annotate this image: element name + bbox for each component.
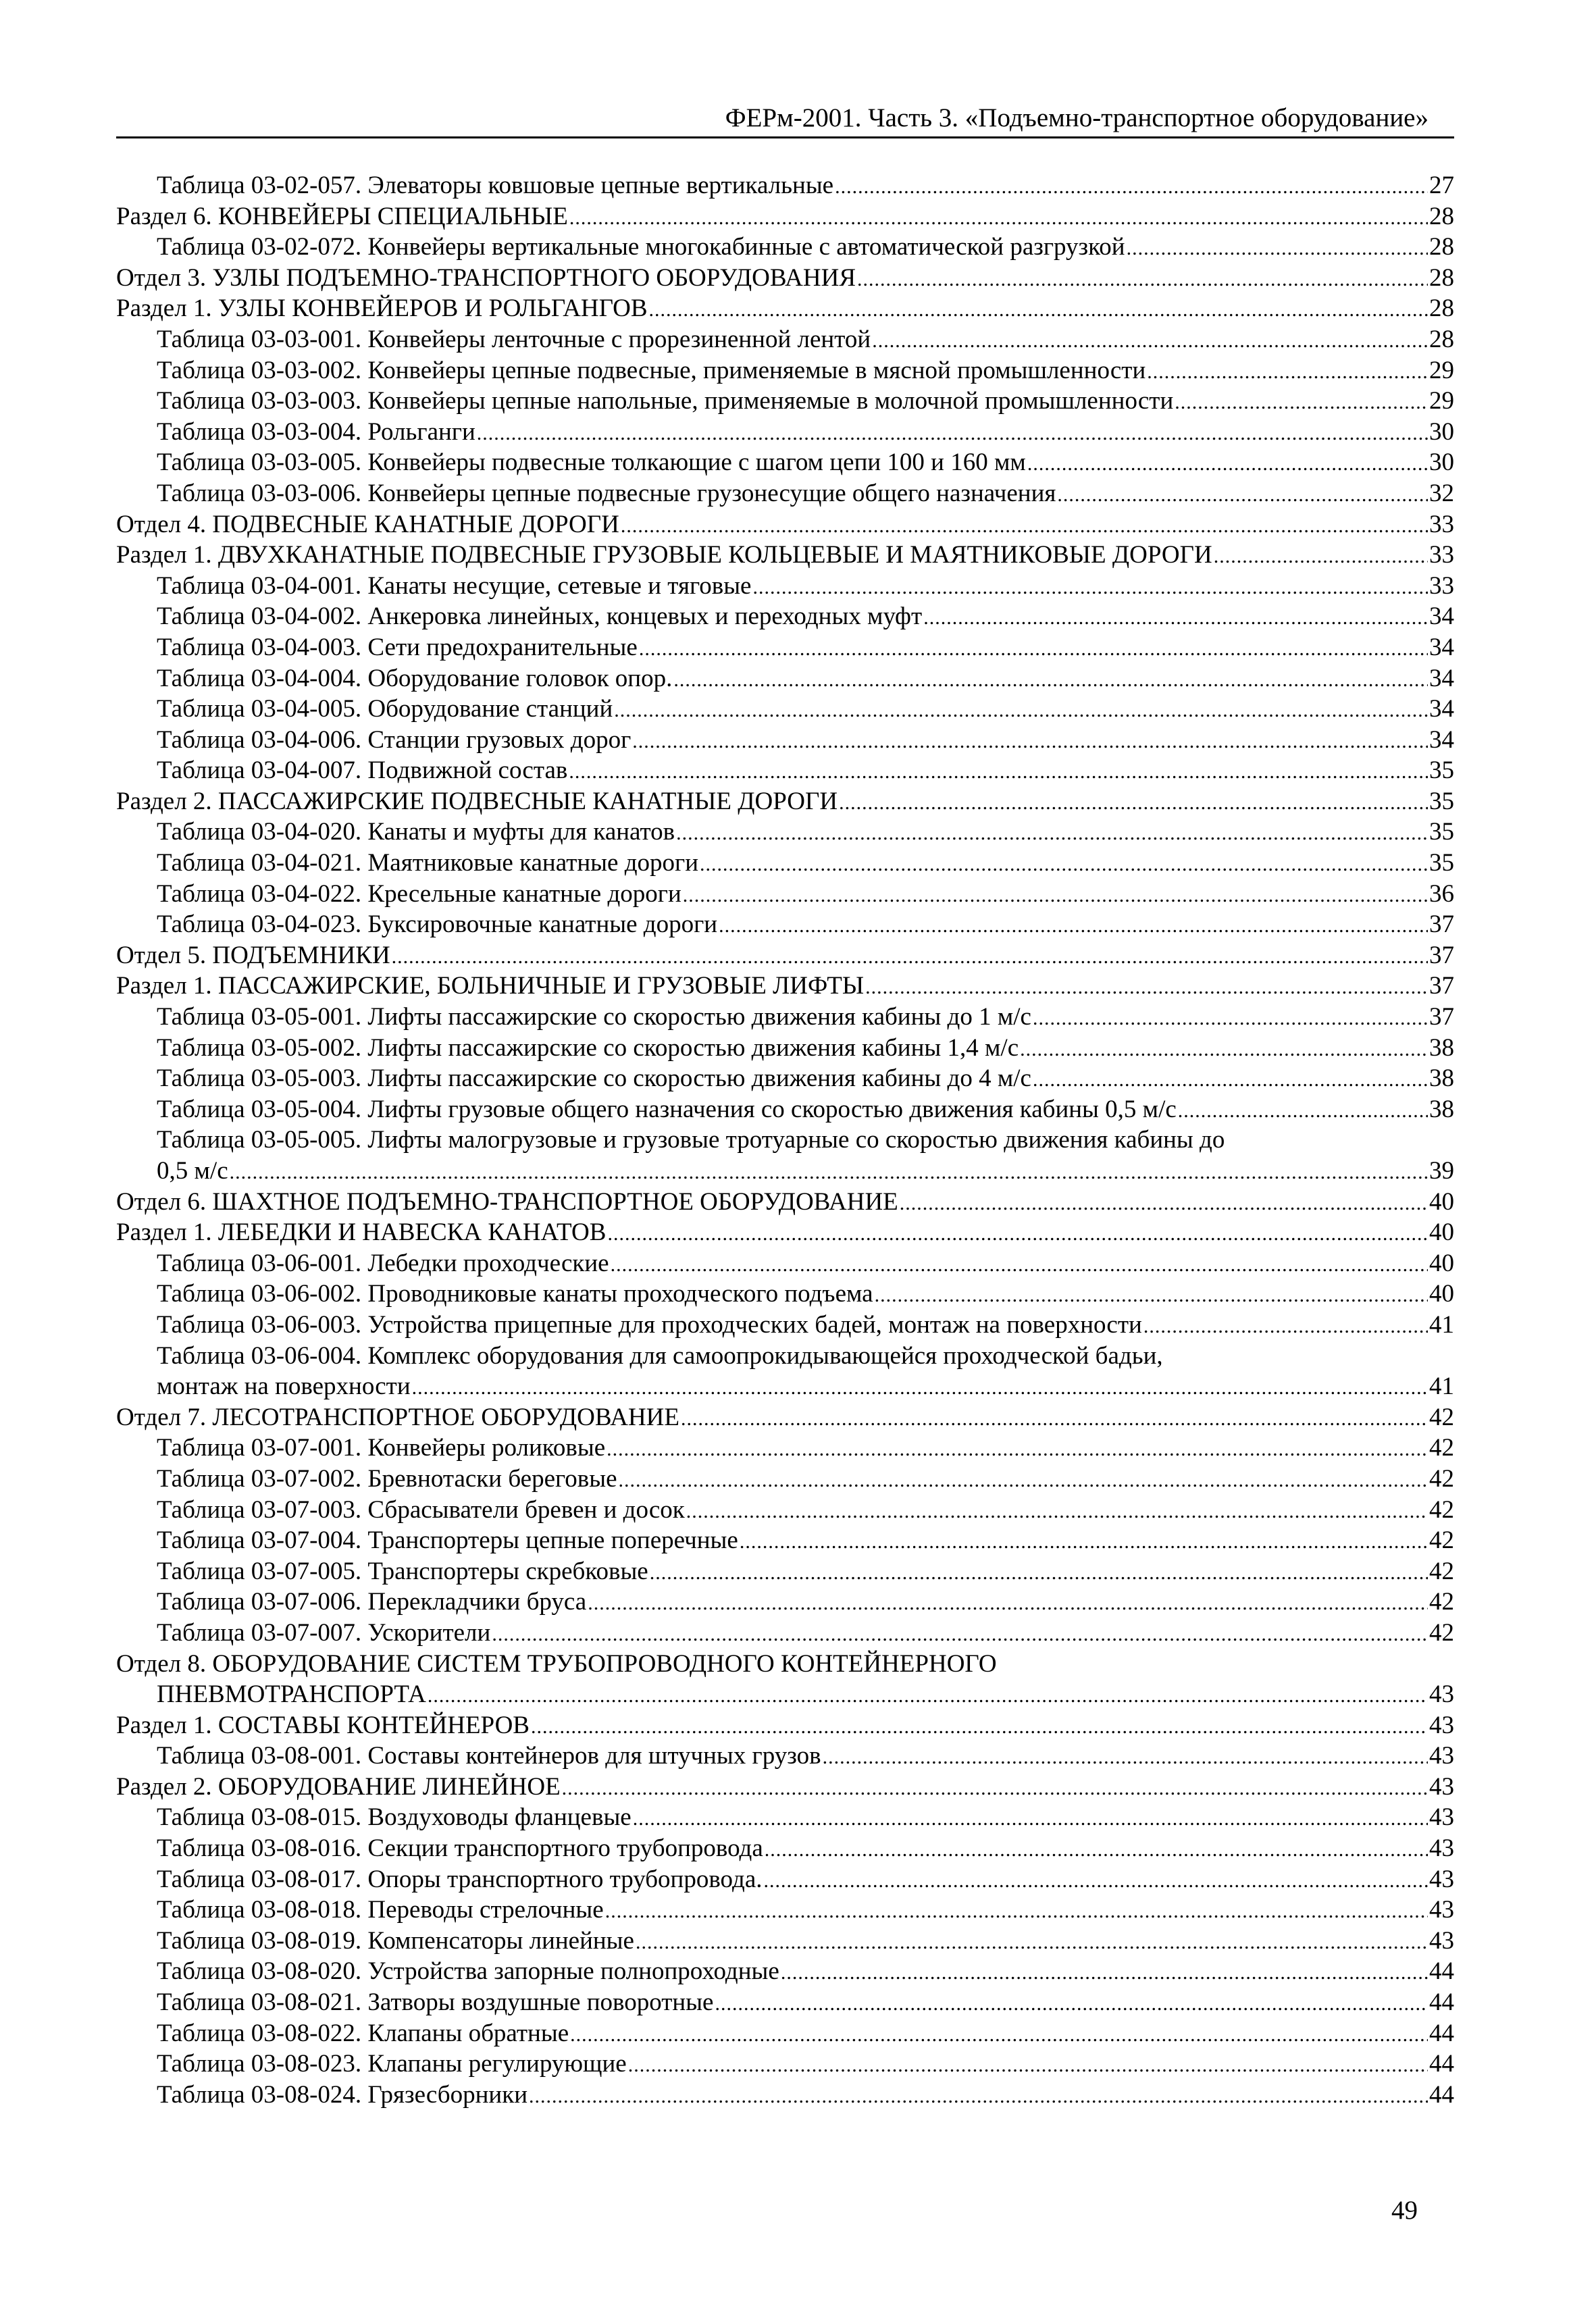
- leader-dots: [764, 1866, 1428, 1897]
- toc-page-number: 29: [1429, 387, 1454, 415]
- toc-page-number: 36: [1429, 879, 1454, 908]
- leader-dots: [781, 1957, 1428, 1988]
- toc-entry-label: Таблица 03-06-003. Устройства прицепные для проходческих бадей, монтаж на поверхности: [157, 1310, 1142, 1339]
- toc-entry[interactable]: [116, 324, 1454, 355]
- leader-dots: [676, 818, 1428, 849]
- toc-entry[interactable]: [116, 1433, 1454, 1464]
- toc-entry-label: Таблица 03-07-007. Ускорители: [157, 1618, 491, 1647]
- toc-page-number: 37: [1429, 1003, 1454, 1031]
- leader-dots: [740, 1526, 1428, 1558]
- leader-dots: [683, 880, 1428, 911]
- leader-dots: [569, 756, 1428, 788]
- toc-entry-label: Раздел 1. ПАССАЖИРСКИЕ, БОЛЬНИЧНЫЕ И ГРУЗОВЫЕ ЛИФТЫ: [116, 972, 865, 1000]
- leader-dots: [412, 1372, 1428, 1404]
- toc-entry-label: Таблица 03-07-001. Конвейеры роликовые: [157, 1434, 606, 1462]
- toc-page-number: 42: [1429, 1618, 1454, 1647]
- toc-page-number: 35: [1429, 818, 1454, 846]
- toc-entry[interactable]: [116, 786, 1454, 817]
- toc-entry[interactable]: [116, 1310, 1454, 1341]
- toc-entry-label: Таблица 03-03-001. Конвейеры ленточные с прорезиненной лентой: [157, 325, 871, 353]
- toc-entry-label: Таблица 03-04-006. Станции грузовых дорог: [157, 725, 632, 754]
- toc-entry-label: Таблица 03-08-001. Составы контейнеров для штучных грузов: [157, 1742, 821, 1770]
- toc-page-number: 37: [1429, 972, 1454, 1000]
- toc-entry[interactable]: [116, 1279, 1454, 1310]
- toc-page-number: 40: [1429, 1249, 1454, 1277]
- toc-entry-label: Таблица 03-04-020. Канаты и муфты для канатов: [157, 818, 675, 846]
- leader-dots: [619, 1465, 1428, 1496]
- leader-dots: [607, 1434, 1428, 1465]
- toc-entry-label: Таблица 03-08-017. Опоры транспортного трубопровода.: [157, 1865, 763, 1893]
- toc-page-number: 41: [1429, 1310, 1454, 1339]
- toc-page-number: 43: [1429, 1742, 1454, 1770]
- leader-dots: [607, 1218, 1428, 1250]
- toc-entry[interactable]: [116, 571, 1454, 602]
- toc-page-number: 42: [1429, 1526, 1454, 1555]
- toc-page-number: 42: [1429, 1403, 1454, 1431]
- toc-entry-label: Таблица 03-08-016. Секции транспортного трубопровода: [157, 1834, 763, 1863]
- toc-entry-label: Таблица 03-02-072. Конвейеры вертикальные многокабинные с автоматической разгрузкой: [157, 233, 1125, 261]
- leader-dots: [230, 1157, 1428, 1188]
- toc-entry[interactable]: [116, 817, 1454, 848]
- toc-entry[interactable]: [116, 1063, 1454, 1094]
- leader-dots: [900, 1188, 1428, 1219]
- leader-dots: [700, 849, 1428, 880]
- toc-entry-label: Таблица 03-04-002. Анкеровка линейных, концевых и переходных муфт: [157, 602, 923, 631]
- toc-page-number: 28: [1429, 263, 1454, 292]
- leader-dots: [633, 1803, 1428, 1834]
- toc-entry-label: Раздел 2. ПАССАЖИРСКИЕ ПОДВЕСНЫЕ КАНАТНЫЕ ДОРОГИ: [116, 787, 838, 815]
- toc-entry[interactable]: [116, 1187, 1454, 1218]
- toc-entry[interactable]: [116, 1402, 1454, 1433]
- leader-dots: [715, 1988, 1428, 2020]
- toc-entry[interactable]: [116, 940, 1454, 971]
- toc-entry[interactable]: [116, 447, 1454, 478]
- toc-entry[interactable]: [116, 755, 1454, 786]
- leader-dots: [1033, 1003, 1428, 1034]
- toc-entry-label: Таблица 03-08-023. Клапаны регулирующие: [157, 2050, 627, 2078]
- leader-dots: [923, 602, 1428, 634]
- toc-page-number: 44: [1429, 1957, 1454, 1986]
- toc-page-number: 37: [1429, 941, 1454, 969]
- toc-entry[interactable]: [116, 1987, 1454, 2018]
- leader-dots: [719, 910, 1428, 942]
- toc-entry[interactable]: [116, 1094, 1454, 1125]
- toc-entry[interactable]: Таблица 03-06-004. Комплекс оборудования для самоопрокидывающейся проходческой бадьи,: [157, 1341, 1163, 1370]
- toc-page-number: 35: [1429, 849, 1454, 877]
- toc-entry-label: Таблица 03-03-004. Рольганги: [157, 417, 475, 446]
- leader-dots: [1057, 480, 1428, 511]
- toc-entry[interactable]: [116, 355, 1454, 386]
- toc-entry[interactable]: [116, 1956, 1454, 1987]
- toc-entry-label: Отдел 7. ЛЕСОТРАНСПОРТНОЕ ОБОРУДОВАНИЕ: [116, 1403, 679, 1431]
- toc-page-number: 42: [1429, 1588, 1454, 1616]
- toc-page-number: 43: [1429, 1803, 1454, 1832]
- toc-page-number: 43: [1429, 1896, 1454, 1924]
- toc-page-number: 32: [1429, 479, 1454, 507]
- leader-dots: [686, 1496, 1428, 1527]
- toc-page-number: 38: [1429, 1033, 1454, 1062]
- toc-entry[interactable]: [116, 2018, 1454, 2049]
- leader-dots: [1027, 448, 1428, 480]
- toc-page-number: 42: [1429, 1557, 1454, 1585]
- toc-entry-continuation[interactable]: [116, 1371, 1454, 1402]
- toc-entry[interactable]: [116, 232, 1454, 263]
- toc-entry[interactable]: Отдел 8. ОБОРУДОВАНИЕ СИСТЕМ ТРУБОПРОВОДНОГО КОНТЕЙНЕРНОГО: [116, 1649, 997, 1678]
- toc-entry[interactable]: [116, 1556, 1454, 1587]
- toc-entry-label: Таблица 03-03-002. Конвейеры цепные подвесные, применяемые в мясной промышленности: [157, 356, 1146, 384]
- toc-entry[interactable]: [116, 540, 1454, 571]
- toc-entry-label: Таблица 03-07-005. Транспортеры скребковые: [157, 1557, 648, 1585]
- toc-entry[interactable]: [116, 1833, 1454, 1864]
- toc-entry[interactable]: [116, 1587, 1454, 1618]
- toc-entry-label: Таблица 03-08-018. Переводы стрелочные: [157, 1896, 604, 1924]
- toc-entry-label: Раздел 2. ОБОРУДОВАНИЕ ЛИНЕЙНОЕ: [116, 1772, 561, 1801]
- toc-entry[interactable]: [116, 848, 1454, 879]
- leader-dots: [1143, 1311, 1428, 1342]
- toc-entry-label: Отдел 6. ШАХТНОЕ ПОДЪЕМНО-ТРАНСПОРТНОЕ ОБОРУДОВАНИЕ: [116, 1187, 898, 1216]
- toc-entry[interactable]: Таблица 03-05-005. Лифты малогрузовые и грузовые тротуарные со скоростью движения кабины до: [157, 1126, 1225, 1154]
- toc-entry[interactable]: [116, 1926, 1454, 1957]
- toc-entry[interactable]: [116, 1802, 1454, 1833]
- toc-entry-label: Таблица 03-07-002. Бревнотаски береговые: [157, 1464, 617, 1493]
- toc-entry[interactable]: [116, 1525, 1454, 1556]
- toc-entry[interactable]: [116, 1464, 1454, 1495]
- toc-entry[interactable]: [116, 1864, 1454, 1895]
- toc-entry-label: Таблица 03-07-004. Транспортеры цепные поперечные: [157, 1526, 738, 1555]
- leader-dots: [392, 942, 1428, 973]
- toc-entry[interactable]: [116, 1495, 1454, 1526]
- leader-dots: [611, 1250, 1428, 1281]
- toc-entry-continuation[interactable]: [116, 1679, 1454, 1710]
- toc-entry-label: монтаж на поверхности: [157, 1372, 411, 1401]
- toc-page-number: 39: [1429, 1157, 1454, 1185]
- leader-dots: [628, 2050, 1428, 2081]
- toc-entry[interactable]: [116, 201, 1454, 232]
- toc-page-number: 43: [1429, 1834, 1454, 1863]
- leader-dots: [650, 1558, 1428, 1589]
- toc-entry-label: Таблица 03-04-005. Оборудование станций: [157, 695, 613, 723]
- leader-dots: [835, 172, 1428, 203]
- toc-entry-label: Раздел 6. КОНВЕЙЕРЫ СПЕЦИАЛЬНЫЕ: [116, 202, 568, 230]
- toc-page-number: 43: [1429, 1680, 1454, 1709]
- toc-entry-label: ПНЕВМОТРАНСПОРТА: [157, 1680, 426, 1709]
- leader-dots: [839, 788, 1428, 819]
- leader-dots: [1214, 541, 1428, 572]
- toc-page-number: 28: [1429, 294, 1454, 323]
- toc-page-number: 34: [1429, 695, 1454, 723]
- toc-entry[interactable]: [116, 1772, 1454, 1803]
- toc-entry[interactable]: [116, 1248, 1454, 1279]
- toc-entry[interactable]: [116, 909, 1454, 940]
- toc-entry-continuation[interactable]: [116, 1156, 1454, 1187]
- toc-entry[interactable]: [116, 1741, 1454, 1772]
- toc-entry[interactable]: [116, 1895, 1454, 1926]
- leader-dots: [673, 665, 1428, 696]
- toc-entry[interactable]: [116, 170, 1454, 201]
- toc-entry-label: Таблица 03-04-003. Сети предохранительные: [157, 633, 638, 661]
- leader-dots: [681, 1404, 1428, 1435]
- toc-page-number: 42: [1429, 1495, 1454, 1524]
- toc-page-number: 43: [1429, 1772, 1454, 1801]
- toc-page-number: 42: [1429, 1434, 1454, 1462]
- leader-dots: [857, 264, 1428, 295]
- toc-page-number: 44: [1429, 2050, 1454, 2078]
- leader-dots: [875, 1280, 1428, 1311]
- leader-dots: [636, 1927, 1428, 1958]
- toc-page-number: 40: [1429, 1280, 1454, 1308]
- toc-entry[interactable]: [116, 1217, 1454, 1248]
- leader-dots: [562, 1773, 1428, 1804]
- toc-entry-label: Таблица 03-04-007. Подвижной состав: [157, 756, 568, 785]
- page-number: 49: [1391, 2196, 1418, 2225]
- toc-entry[interactable]: [116, 1618, 1454, 1649]
- toc-entry-label: Таблица 03-02-057. Элеваторы ковшовые цепные вертикальные: [157, 172, 834, 199]
- toc-entry-label: Отдел 4. ПОДВЕСНЫЕ КАНАТНЫЕ ДОРОГИ: [116, 510, 619, 538]
- toc-entry-label: Таблица 03-03-005. Конвейеры подвесные толкающие с шагом цепи 100 и 160 мм: [157, 448, 1026, 477]
- toc-page-number: 37: [1429, 910, 1454, 939]
- running-header: ФЕРм-2001. Часть 3. «Подъемно-транспортное оборудование»: [116, 100, 1454, 138]
- toc-entry-label: Раздел 1. СОСТАВЫ КОНТЕЙНЕРОВ: [116, 1711, 530, 1739]
- leader-dots: [569, 203, 1428, 234]
- leader-dots: [649, 294, 1428, 326]
- toc-entry-label: Таблица 03-04-022. Кресельные канатные дороги: [157, 879, 681, 908]
- toc-page-number: 34: [1429, 664, 1454, 692]
- leader-dots: [823, 1742, 1428, 1773]
- toc-entry[interactable]: [116, 601, 1454, 632]
- leader-dots: [531, 1712, 1428, 1743]
- toc-entry[interactable]: [116, 2080, 1454, 2111]
- toc-entry-label: 0,5 м/с: [157, 1157, 228, 1185]
- toc-entry[interactable]: [116, 386, 1454, 417]
- toc-page-number: 34: [1429, 633, 1454, 661]
- leader-dots: [1020, 1034, 1428, 1065]
- toc-entry-label: Таблица 03-03-006. Конвейеры цепные подвесные грузонесущие общего назначения: [157, 479, 1056, 507]
- leader-dots: [621, 511, 1428, 542]
- toc-page-number: 34: [1429, 725, 1454, 754]
- toc-page-number: 43: [1429, 1865, 1454, 1893]
- toc-entry[interactable]: [116, 879, 1454, 910]
- toc-page-number: 43: [1429, 1711, 1454, 1739]
- toc-page-number: 38: [1429, 1095, 1454, 1123]
- toc-page-number: 30: [1429, 417, 1454, 446]
- toc-entry-label: Таблица 03-04-001. Канаты несущие, сетевые и тяговые: [157, 571, 752, 600]
- toc-entry-label: Таблица 03-08-021. Затворы воздушные поворотные: [157, 1988, 714, 2017]
- leader-dots: [872, 326, 1428, 357]
- leader-dots: [765, 1834, 1428, 1866]
- toc-page-number: 28: [1429, 233, 1454, 261]
- toc-entry[interactable]: [116, 509, 1454, 540]
- toc-page-number: 40: [1429, 1187, 1454, 1216]
- leader-dots: [632, 726, 1428, 757]
- toc-entry-label: Отдел 3. УЗЛЫ ПОДЪЕМНО-ТРАНСПОРТНОГО ОБОРУДОВАНИЯ: [116, 263, 856, 292]
- toc-entry-label: Таблица 03-05-002. Лифты пассажирские со скоростью движения кабины 1,4 м/с: [157, 1033, 1019, 1062]
- leader-dots: [1127, 233, 1428, 264]
- toc-entry-label: Таблица 03-08-019. Компенсаторы линейные: [157, 1926, 634, 1955]
- toc-entry[interactable]: [116, 694, 1454, 725]
- toc-page-number: 27: [1429, 172, 1454, 199]
- toc-entry[interactable]: [116, 971, 1454, 1002]
- leader-dots: [428, 1680, 1428, 1712]
- toc-entry-label: Таблица 03-04-004. Оборудование головок опор.: [157, 664, 673, 692]
- toc-entry-label: Таблица 03-07-006. Перекладчики бруса: [157, 1588, 587, 1616]
- toc-page-number: 40: [1429, 1218, 1454, 1247]
- toc-entry[interactable]: [116, 725, 1454, 756]
- toc-entry-label: Таблица 03-03-003. Конвейеры цепные напольные, применяемые в молочной промышленности: [157, 387, 1174, 415]
- toc-entry-label: Таблица 03-08-022. Клапаны обратные: [157, 2019, 569, 2047]
- leader-dots: [588, 1588, 1428, 1619]
- leader-dots: [1147, 357, 1428, 388]
- leader-dots: [614, 695, 1428, 726]
- toc-page-number: 44: [1429, 2019, 1454, 2047]
- leader-dots: [865, 972, 1428, 1003]
- toc-entry-label: Таблица 03-08-015. Воздуховоды фланцевые: [157, 1803, 632, 1832]
- leader-dots: [1178, 1096, 1428, 1127]
- toc-entry[interactable]: [116, 1033, 1454, 1064]
- toc-entry[interactable]: [116, 663, 1454, 694]
- toc-page-number: 33: [1429, 571, 1454, 600]
- toc-page-number: 35: [1429, 787, 1454, 815]
- toc-page-number: 33: [1429, 510, 1454, 538]
- toc-page-number: 43: [1429, 1926, 1454, 1955]
- toc-entry-label: Отдел 5. ПОДЪЕМНИКИ: [116, 941, 390, 969]
- table-of-contents: [116, 170, 1454, 2110]
- toc-entry[interactable]: [116, 263, 1454, 294]
- toc-entry[interactable]: [116, 1002, 1454, 1033]
- leader-dots: [639, 634, 1428, 665]
- leader-dots: [570, 2020, 1428, 2051]
- toc-entry[interactable]: [116, 417, 1454, 448]
- toc-entry[interactable]: [116, 293, 1454, 324]
- toc-entry[interactable]: [116, 632, 1454, 663]
- toc-entry-label: Раздел 1. УЗЛЫ КОНВЕЙЕРОВ И РОЛЬГАНГОВ: [116, 294, 648, 323]
- toc-page-number: 44: [1429, 2080, 1454, 2109]
- leader-dots: [1175, 387, 1428, 418]
- toc-entry[interactable]: [116, 478, 1454, 509]
- toc-entry-label: Таблица 03-04-021. Маятниковые канатные дороги: [157, 849, 699, 877]
- toc-page-number: 44: [1429, 1988, 1454, 2017]
- toc-page-number: 30: [1429, 448, 1454, 477]
- toc-entry-label: Таблица 03-05-003. Лифты пассажирские со скоростью движения кабины до 4 м/с: [157, 1064, 1031, 1093]
- leader-dots: [529, 2081, 1428, 2112]
- toc-page-number: 35: [1429, 756, 1454, 785]
- toc-page-number: 28: [1429, 325, 1454, 353]
- toc-entry-label: Таблица 03-05-004. Лифты грузовые общего назначения со скоростью движения кабины 0,5 м/с: [157, 1095, 1177, 1123]
- toc-page-number: 34: [1429, 602, 1454, 631]
- toc-page-number: 41: [1429, 1372, 1454, 1401]
- toc-entry[interactable]: [116, 2049, 1454, 2080]
- toc-entry-label: Таблица 03-06-002. Проводниковые канаты проходческого подъема: [157, 1280, 873, 1308]
- toc-page-number: 42: [1429, 1464, 1454, 1493]
- toc-entry-label: Таблица 03-06-001. Лебедки проходческие: [157, 1249, 609, 1277]
- toc-entry-label: Таблица 03-04-023. Буксировочные канатные дороги: [157, 910, 718, 939]
- leader-dots: [492, 1619, 1428, 1650]
- leader-dots: [477, 418, 1428, 449]
- toc-entry-label: Таблица 03-07-003. Сбрасыватели бревен и досок: [157, 1495, 685, 1524]
- toc-entry[interactable]: [116, 1710, 1454, 1741]
- toc-page-number: 28: [1429, 202, 1454, 230]
- toc-entry-label: Таблица 03-08-024. Грязесборники: [157, 2080, 528, 2109]
- toc-entry-label: Раздел 1. ЛЕБЕДКИ И НАВЕСКА КАНАТОВ: [116, 1218, 607, 1247]
- toc-entry-label: Раздел 1. ДВУХКАНАТНЫЕ ПОДВЕСНЫЕ ГРУЗОВЫЕ КОЛЬЦЕВЫЕ И МАЯТНИКОВЫЕ ДОРОГИ: [116, 541, 1212, 569]
- toc-page-number: 38: [1429, 1064, 1454, 1093]
- toc-entry-label: Таблица 03-05-001. Лифты пассажирские со скоростью движения кабины до 1 м/с: [157, 1003, 1031, 1031]
- leader-dots: [752, 572, 1428, 603]
- toc-entry-label: Таблица 03-08-020. Устройства запорные полнопроходные: [157, 1957, 779, 1986]
- leader-dots: [605, 1896, 1428, 1927]
- toc-page-number: 33: [1429, 541, 1454, 569]
- toc-page-number: 29: [1429, 356, 1454, 384]
- leader-dots: [1033, 1064, 1428, 1096]
